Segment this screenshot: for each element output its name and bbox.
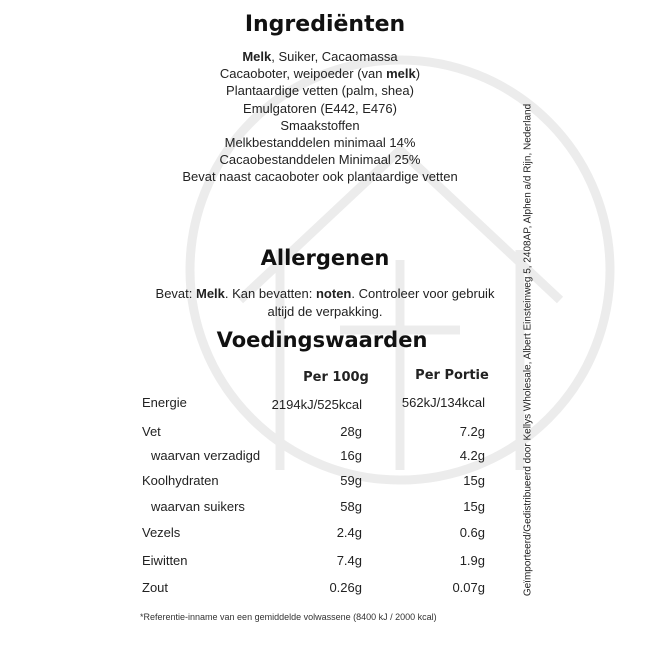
nutrition-row-suikers [0,499,650,517]
ingredients-list [100,48,540,186]
ingredient-line-6: Melkbestanddelen minimaal 14% [224,135,416,151]
nutrition-row-vezels [0,525,650,543]
value-per-portie: 1.9g [459,553,485,568]
ingredient-text: Cacaoboter, weipoeder (van [219,66,387,82]
column-header-per-portie: Per Portie [415,368,489,383]
value-per-100g: 7.4g [336,553,362,568]
value-per-portie: 15g [463,473,485,488]
ingredient-text: ) [415,66,421,82]
ingredient-line-5: Smaakstoffen [280,117,360,133]
value-per-100g: 16g [340,448,362,463]
value-per-portie: 0.6g [459,525,485,540]
nutrition-row-vet [0,424,650,442]
value-per-portie: 562kJ/134kcal [401,395,485,410]
ingredient-line-1 [100,48,540,65]
column-header-per-100g: Per 100g [303,370,369,385]
row-label: waarvan verzadigd [151,448,261,463]
allergen-text: . Kan bevatten: [224,286,316,301]
ingredient-text: , Suiker, Cacaomassa [271,49,398,64]
nutrition-row-eiwitten [0,553,650,571]
value-per-100g: 58g [340,499,362,514]
value-per-100g: 59g [340,473,362,488]
allergen-milk: Melk [242,49,272,64]
distributor-address: Geïmporteerd/Gedistribueerd door Kellys Wholesale, Albert Einsteinweg 5, 2408AP, Alphen a/d Rijn, Nederland [522,103,534,597]
allergen-nuts: noten [315,286,352,301]
allergen-text: . Controleer voor gebruik altijd de verpakking. [267,286,495,319]
allergens-title: Allergenen [260,246,390,270]
nutrition-row-zout [0,580,650,598]
nutrition-row-energie [0,395,650,413]
row-label: Vezels [142,525,181,540]
allergen-milk: melk [386,66,416,82]
nutrition-row-verzadigd [0,448,650,466]
value-per-portie: 0.07g [452,580,485,595]
row-label: Energie [142,395,187,410]
nutrition-row-koolhydraten [0,473,650,491]
ingredient-line-7: Cacaobestanddelen Minimaal 25% [219,152,421,168]
value-per-100g: 0.26g [329,580,362,595]
value-per-100g: 28g [340,424,362,439]
value-per-portie: 4.2g [459,448,485,463]
row-label: Vet [142,424,161,439]
value-per-100g: 2.4g [336,525,362,540]
row-label: waarvan suikers [151,499,245,514]
row-label: Zout [142,580,169,595]
ingredients-title: Ingrediënten [244,12,406,37]
value-per-portie: 15g [463,499,485,514]
allergen-text: Bevat: [155,286,196,301]
value-per-100g: 2194kJ/525kcal [271,397,362,412]
value-per-portie: 7.2g [459,424,485,439]
allergen-milk: Melk [196,286,225,301]
allergens-text [150,285,500,321]
ingredient-line-4: Emulgatoren (E442, E476) [243,100,397,116]
nutrition-title: Voedingswaarden [216,328,428,352]
ingredient-line-8: Bevat naast cacaoboter ook plantaardige vetten [182,169,458,185]
ingredient-line-3: Plantaardige vetten (palm, shea) [226,83,414,99]
reference-intake-footnote: *Referentie-inname van een gemiddelde volwassene (8400 kJ / 2000 kcal) [140,612,437,622]
ingredient-line-2 [100,65,540,82]
row-label: Eiwitten [142,553,188,568]
row-label: Koolhydraten [142,473,219,488]
